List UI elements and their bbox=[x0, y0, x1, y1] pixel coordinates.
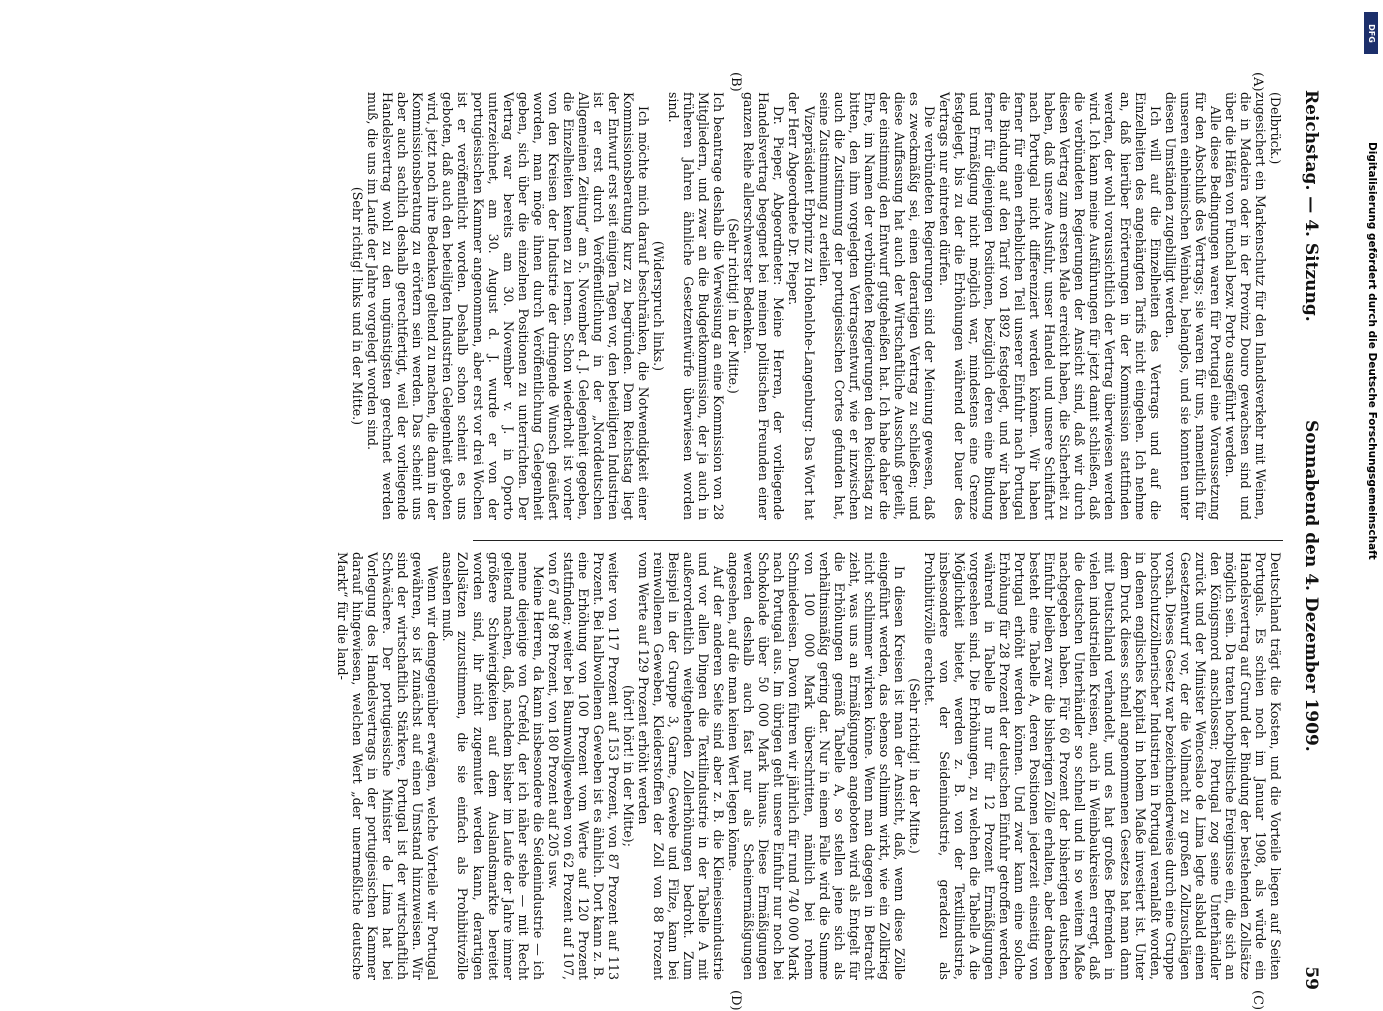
marker-d: (D) bbox=[728, 990, 743, 1011]
left-column-paragraph: Vizepräsident Erbprinz zu Hohenlohe-Langenburg: Das Wort hat der Herr Abgeordnete Dr. Pieper. bbox=[786, 92, 817, 520]
left-column-paragraph: (Sehr richtig! links und in der Mitte.) bbox=[350, 186, 366, 426]
left-column bbox=[350, 92, 1283, 520]
left-column-paragraph: Ich beantrage deshalb die Verweisung an eine Kommission von 28 Mitgliedern, und zwar an die Budgetkommission, der ja auch in früheren Jahren ähnliche Gesetzentwürfe überwiesen worden sind. bbox=[666, 92, 727, 520]
page-number: 59 bbox=[1301, 966, 1321, 990]
left-column-paragraph: Die verbündeten Regierungen sind der Meinung gewesen, daß es zweckmäßig sei, einen derartigen Vertrag zu schließen; und diese Auffassung hat auch der Wirtschaftliche Ausschuß geteilt, der einstimmig den Entwurf gutgeheißen hat. Ich habe daher die Ehre, im Namen der verbündeten Regierungen den Reichstag zu bitten, den ihm vorgelegten Vertragsentwurf, wie er inzwischen auch die Zustimmung der portugiesischen Cortes gefunden hat, seine Zustimmung zu erteilen. bbox=[816, 92, 937, 520]
right-column-paragraph: Auf der anderen Seite sind aber z. B. die Kleineisenindustrie und vor allen Dingen die Textilindustrie in der Tabelle A mit außerordentlich weitgehenden Zollerhöhungen bedroht. Zum Beispiel in der Gruppe 3, Garne, Gewebe und Filze, kann bei reinwollenen Geweben, Kleiderstoffen der Zoll von 88 Prozent vom Werte auf 129 Prozent erhöht werden bbox=[636, 552, 727, 980]
right-column bbox=[335, 552, 1283, 980]
left-column-paragraph: Alle diese Bedingungen waren für Portugal eine Voraussetzung für den Abschluß des Vertrags; sie waren für uns, namentlich für unseren einheimischen Weinbau, belanglos, und sie konnten unter diesen Umständen zugebilligt werden. bbox=[1162, 92, 1223, 520]
left-column-paragraph: zugesichert ein Markenschutz für den Inlandsverkehr mit Weinen, die in Madeira oder in der Provinz Douro gewachsen sind und über die Häfen von Funchal bezw. Porto ausgeführt werden. bbox=[1222, 92, 1268, 520]
marker-b: (B) bbox=[728, 72, 743, 92]
right-column-paragraph: Wenn wir demgegenüber erwägen, welche Vorteile wir Portugal gewähren, so ist zunächst auf einen Umstand hinzuweisen. Wir sind der wirtschaftlich Stärkere, Portugal ist der wirtschaftlich Schwächere. Der portugiesische Minister de Lima hat bei Vorlegung des Handelsvertrags in der portugiesischen Kammer darauf hingewiesen, welchen Wert „der unermeßliche deutsche Markt“ für die land- bbox=[335, 552, 441, 980]
column-divider bbox=[473, 540, 1283, 541]
right-column-paragraph: (Sehr richtig! in der Mitte.) bbox=[906, 678, 922, 854]
left-column-paragraph: Ich möchte mich darauf beschränken, die Notwendigkeit einer Kommissionsberatung kurz zu begründen. Dem Reichstag liegt der Entwurf erst seit einigen Tagen vor, den beteiligten Industrien ist er erst durch Veröffentlichung in der „Norddeutschen Allgemeinen Zeitung“ am 5. November d. J. Gelegenheit gegeben, die Einzelheiten kennen zu lernen. Schon wiederholt ist vorher von den Kreisen der Industrie der dringende Wunsch geäußert worden, man möge ihnen durch Veröffentlichung Gelegenheit geben, sich über die einzelnen Positionen zu unterrichten. Der Vertrag war bereits am 30. November v. J. in Oporto unterzeichnet, am 30. August d. J. wurde er von der portugiesischen Kammer angenommen, aber erst vor drei Wochen ist er veröffentlicht worden. Deshalb schon scheint es uns geboten, daß auch den beteiligten Industrien Gelegenheit geboten wird, jetzt noch ihre Bedenken geltend zu machen, die dann in der Kommissionsberatung zu erörtern sein werden. Das scheint uns aber auch sachlich deshalb gerechtfertigt, weil der vorliegende Handelsvertrag wohl zu den ungünstigsten gerechnet werden muß, die uns im Laufe der Jahre vorgelegt worden sind. bbox=[365, 92, 652, 520]
page-header bbox=[1291, 90, 1321, 990]
right-column-paragraph: Deutschland trägt die Kosten, und die Vorteile liegen auf Seiten Portugals. Es schien noch im Januar 1908, als würde ein Handelsvertrag auf Grund der Bindung der bestehenden Zollsätze möglich sein. Da traten hochpolitische Ereignisse ein, die sich an den Königsmord anschlossen; Portugal zog seine Unterhändler zurück und der Minister Wenceslao de Lima legte alsbald einen Gesetzentwurf vor, der die Vollmacht zu großen Zollzuschlägen vorsah. Dieses Gesetz war bezeichnenderweise durch eine Gruppe hochschutzzöllnerischer Industrien in Portugal veranlaßt worden, in denen englisches Kapital in hohem Maße investiert ist. Unter dem Druck dieses schnell angenommenen Gesetzes hat man dann mit Deutschland verhandelt, und es hat großes Befremden in vielen industriellen Kreisen, auch in Weinbaukreisen erregt, daß die deutschen Unterhändler so schnell und in so weitem Maße nachgegeben haben. Für 60 Prozent der bisherigen deutschen Einfuhr bleiben zwar die bisherigen Zölle erhalten, aber daneben besteht eine Tabelle A, deren Positionen jederzeit einseitig von Portugal erhöht werden können. Und zwar kann eine solche Erhöhung für 28 Prozent der deutschen Einfuhr getroffen werden, während in Tabelle B nur für 12 Prozent Ermäßigungen vorgesehen sind. Die Erhöhungen, zu welchen die Tabelle A die Möglichkeit bietet, werden z. B. von der Textilindustrie, insbesondere von der Seidenindustrie, geradezu als Prohibitivzölle erachtet. bbox=[921, 552, 1283, 980]
header-date: Sonnabend den 4. Dezember 1909. bbox=[1301, 420, 1321, 752]
right-column-paragraph: weiter von 117 Prozent auf 153 Prozent, von 87 Prozent auf 113 Prozent. Bei halbwollenen Geweben ist es ähnlich. Dort kann z. B. eine Erhöhung von 100 Prozent vom Werte auf 120 Prozent stattfinden; weiter bei Baumwollgeweben von 62 Prozent auf 107, von 67 auf 98 Prozent, von 180 Prozent auf 205 usw. bbox=[545, 552, 621, 980]
left-column-paragraph: Ich will auf die Einzelheiten des Vertrags und auf die Einzelheiten des angehängten Tarifs nicht eingehen. Ich nehme an, daß hierüber Erörterungen in der Kommission stattfinden werden, der wohl voraussichtlich der Vertrag überwiesen werden wird. Ich kann meine Ausführungen für jetzt damit schließen, daß die verbündeten Regierungen der Ansicht sind, daß wir durch diesen Vertrag zum ersten Male erreicht haben, die Sicherheit zu haben, daß unsere Ausfuhr, unser Handel und unsere Schiffahrt nach Portugal nicht differenziert werden können. Wir haben ferner für einen erheblichen Teil unserer Einfuhr nach Portugal die Bindung auf den Tarif von 1892 festgelegt, und wir haben ferner für diejenigen Positionen, bezüglich deren eine Bindung und Ermäßigung nicht möglich war, mindestens eine Grenze festgelegt, bis zu der die Erhöhungen während der Dauer des Vertrags nur eintreten dürfen. bbox=[936, 92, 1163, 520]
left-column-paragraph: (Sehr richtig! in der Mitte.) bbox=[726, 218, 742, 394]
dfg-sidebar bbox=[1360, 12, 1382, 992]
marker-c: (C) bbox=[1250, 990, 1265, 1011]
left-column-paragraph: (Delbrück.) bbox=[1268, 92, 1283, 165]
marker-a: (A) bbox=[1250, 72, 1265, 92]
right-column-paragraph: In diesen Kreisen ist man der Ansicht, daß, wenn diese Zölle eingeführt werden, das ebenso schlimm wirkt, wie ein Zollkrieg nicht schlimmer wirken könne. Wenn man dagegen in Betracht zieht, was uns an Ermäßigungen angeboten wird als Entgelt für die Erhöhungen gemäß Tabelle A, so stellen jene sich als verhältnismäßig gering dar. Nur in einem Falle wird die Summe von 100 000 Mark überschritten, nämlich bei rohem Schmiedeeisen. Davon führen wir jährlich für rund 740 000 Mark nach Portugal aus. Im übrigen geht unsere Einfuhr nur noch bei Schokolade über 50 000 Mark hinaus. Diese Ermäßigungen werden deshalb auch fast nur als Scheinermäßigungen angesehen, auf die man keinen Wert legen könne. bbox=[726, 552, 907, 980]
dfg-logo-badge: DFG bbox=[1364, 12, 1378, 54]
right-column-paragraph: Meine Herren, da kann insbesondere die Seidenindustrie — ich nenne diejenige von Crefeld, der ich näher stehe — mit Recht geltend machen, daß, nachdem bisher im Laufe der Jahre immer größere Schwierigkeiten auf dem Auslandsmarkte bereitet worden sind, ihr nicht zugemutet werden kann, derartigen Zollsätzen zuzustimmen, die sie einfach als Prohibitivzölle ansehen muß. bbox=[440, 552, 546, 980]
left-column-paragraph: (Widerspruch links.) bbox=[651, 240, 667, 372]
right-column-paragraph: (hört! hört! in der Mitte); bbox=[620, 685, 636, 847]
left-column-paragraph: Dr. Pieper, Abgeordneter: Meine Herren, der vorliegende Handelsvertrag begegnet bei meinen politischen Freunden einer ganzen Reihe allerschwerster Bedenken. bbox=[741, 92, 787, 520]
digitization-note: Digitalisierung gefördert durch die Deutsche Forschungsgemeinschaft bbox=[1366, 142, 1378, 560]
header-left: Reichstag. — 4. Sitzung. bbox=[1301, 90, 1321, 322]
